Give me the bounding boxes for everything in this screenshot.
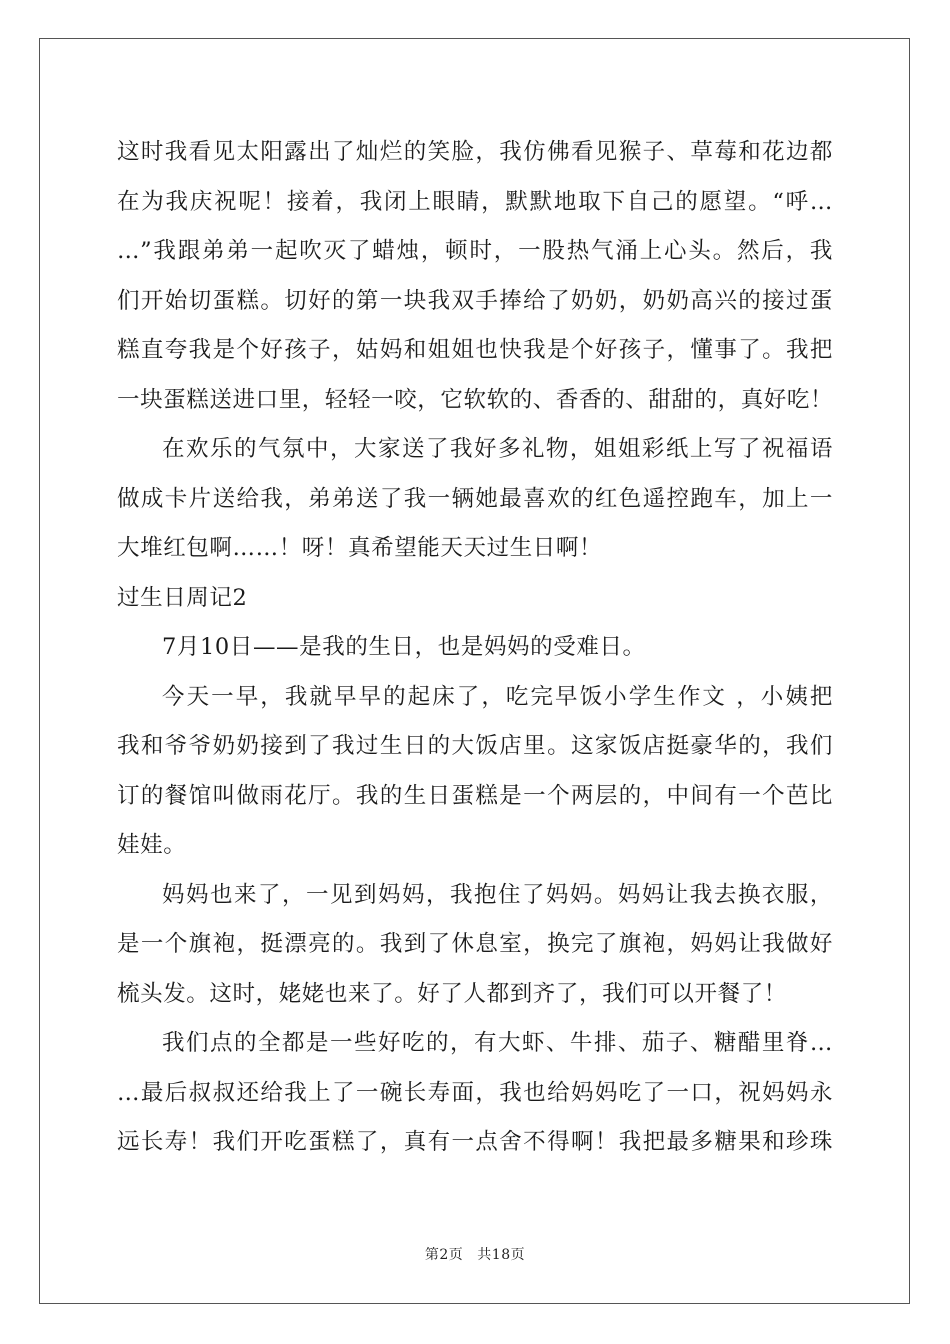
text-line: 在欢乐的气氛中，大家送了我好多礼物，姐姐彩纸上写了祝福语: [162, 436, 833, 462]
text-line: 一块蛋糕送进口里，轻轻一咬，它软软的、香香的、甜甜的，真好吃！: [117, 386, 834, 413]
text-line: 7月10日——是我的生日，也是妈妈的受难日。: [162, 634, 646, 660]
text-line: 糕直夸我是个好孩子，姑妈和姐姐也快我是个好孩子，懂事了。我把: [117, 337, 833, 363]
text-line: 梳头发。这时，姥姥也来了。好了人都到齐了，我们可以开餐了！: [117, 980, 787, 1007]
text-line: 远长寿！我们开吃蛋糕了，真有一点舍不得啊！我把最多糖果和珍珠: [117, 1129, 833, 1155]
text-line: 我们点的全都是一些好吃的，有大虾、牛排、茄子、糖醋里脊…: [162, 1030, 833, 1056]
text-line: 今天一早，我就早早的起床了，吃完早饭小学生作文 ，小姨把: [162, 683, 833, 710]
text-line: …”我跟弟弟一起吹灭了蜡烛，顿时，一股热气涌上心头。然后，我: [117, 238, 833, 264]
text-line: …最后叔叔还给我上了一碗长寿面，我也给妈妈吃了一口，祝妈妈永: [117, 1079, 833, 1106]
text-line: 娃娃。: [117, 832, 187, 858]
page-footer: [0, 1244, 950, 1264]
text-line: 妈妈也来了，一见到妈妈，我抱住了妈妈。妈妈让我去换衣服，: [162, 881, 833, 908]
text-line: 订的餐馆叫做雨花厅。我的生日蛋糕是一个两层的，中间有一个芭比: [117, 782, 833, 809]
text-line: 做成卡片送给我，弟弟送了我一辆她最喜欢的红色遥控跑车，加上一: [117, 485, 833, 512]
text-line: 大堆红包啊……！呀！真希望能天天过生日啊！: [117, 535, 603, 561]
page-number: 第2页: [424, 1247, 464, 1263]
text-line: 们开始切蛋糕。切好的第一块我双手捧给了奶奶，奶奶高兴的接过蛋: [117, 287, 833, 314]
text-line: 在为我庆祝呢！接着，我闭上眼睛，默默地取下自己的愿望。“呼…: [117, 188, 833, 215]
text-line: 我和爷爷奶奶接到了我过生日的大饭店里。这家饭店挺豪华的，我们: [117, 733, 833, 759]
text-line: 是一个旗袍，挺漂亮的。我到了休息室，换完了旗袍，妈妈让我做好: [117, 931, 833, 957]
document-body: [117, 128, 833, 1168]
text-line: 这时我看见太阳露出了灿烂的笑脸，我仿佛看见猴子、草莓和花边都: [117, 139, 833, 165]
page-total: 共18页: [477, 1247, 526, 1263]
text-line: 过生日周记2: [117, 584, 248, 611]
